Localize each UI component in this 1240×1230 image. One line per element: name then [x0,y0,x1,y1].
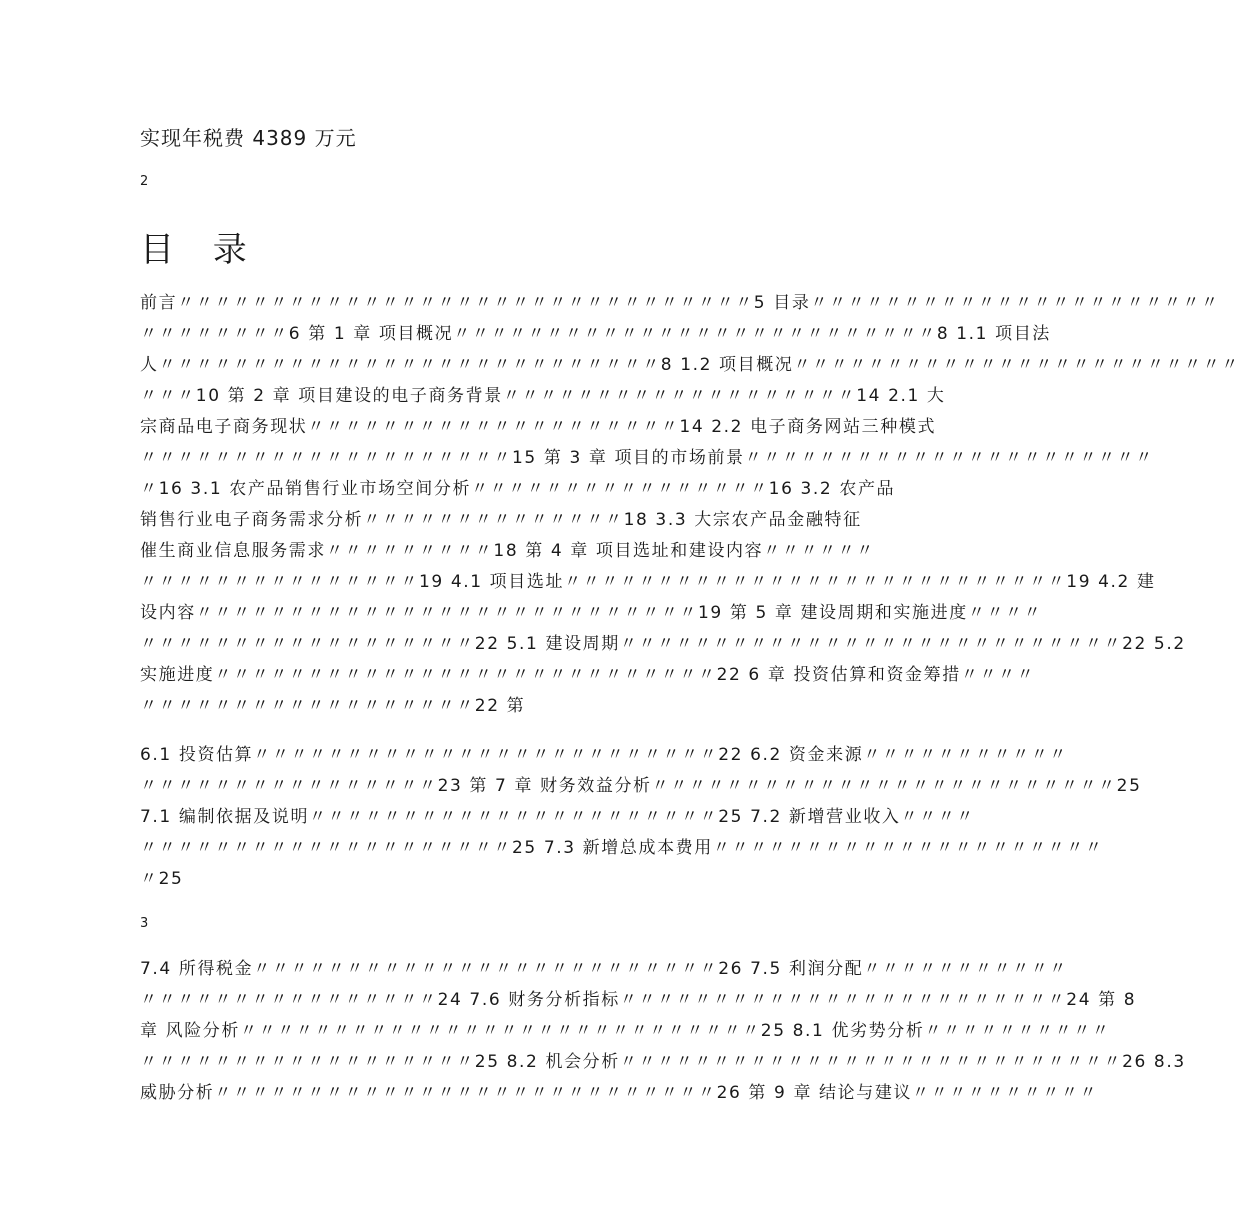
toc-block-1 [140,288,1240,722]
toc-line: 〃〃〃〃〃〃〃〃〃〃〃〃〃〃〃〃23 第 7 章 财务效益分析〃〃〃〃〃〃〃〃〃〃〃〃〃〃〃〃〃〃〃〃〃〃〃〃〃25 [140,776,1142,796]
toc-line: 〃〃〃〃〃〃〃〃6 第 1 章 项目概况〃〃〃〃〃〃〃〃〃〃〃〃〃〃〃〃〃〃〃〃〃〃〃〃〃〃8 1.1 项目法 [140,324,1051,344]
page-number: 2 [140,174,149,189]
toc-line: 7.1 编制依据及说明〃〃〃〃〃〃〃〃〃〃〃〃〃〃〃〃〃〃〃〃〃〃25 7.2 新增营业收入〃〃〃〃 [140,807,975,827]
toc-line: 〃〃〃〃〃〃〃〃〃〃〃〃〃〃〃〃〃〃25 8.2 机会分析〃〃〃〃〃〃〃〃〃〃〃〃〃〃〃〃〃〃〃〃〃〃〃〃〃〃〃26 8.3 [140,1052,1186,1072]
toc-line: 〃〃〃〃〃〃〃〃〃〃〃〃〃〃〃〃24 7.6 财务分析指标〃〃〃〃〃〃〃〃〃〃〃〃〃〃〃〃〃〃〃〃〃〃〃〃24 第 8 [140,990,1137,1010]
toc-line: 前言〃〃〃〃〃〃〃〃〃〃〃〃〃〃〃〃〃〃〃〃〃〃〃〃〃〃〃〃〃〃〃5 目录〃〃〃〃〃〃〃〃〃〃〃〃〃〃〃〃〃〃〃〃〃〃 [140,293,1220,313]
toc-line: 〃〃〃〃〃〃〃〃〃〃〃〃〃〃〃〃〃〃〃〃25 7.3 新增总成本费用〃〃〃〃〃〃〃〃〃〃〃〃〃〃〃〃〃〃〃〃〃 [140,838,1104,858]
toc-line: 〃〃〃〃〃〃〃〃〃〃〃〃〃〃〃〃〃〃22 5.1 建设周期〃〃〃〃〃〃〃〃〃〃〃〃〃〃〃〃〃〃〃〃〃〃〃〃〃〃〃22 5.2 [140,634,1186,654]
toc-line: 章 风险分析〃〃〃〃〃〃〃〃〃〃〃〃〃〃〃〃〃〃〃〃〃〃〃〃〃〃〃〃25 8.1 优劣势分析〃〃〃〃〃〃〃〃〃〃 [140,1021,1111,1041]
toc-block-3 [140,954,1186,1109]
toc-line: 6.1 投资估算〃〃〃〃〃〃〃〃〃〃〃〃〃〃〃〃〃〃〃〃〃〃〃〃〃22 6.2 资金来源〃〃〃〃〃〃〃〃〃〃〃 [140,745,1068,765]
toc-line: 7.4 所得税金〃〃〃〃〃〃〃〃〃〃〃〃〃〃〃〃〃〃〃〃〃〃〃〃〃26 7.5 利润分配〃〃〃〃〃〃〃〃〃〃〃 [140,959,1068,979]
toc-line: 人〃〃〃〃〃〃〃〃〃〃〃〃〃〃〃〃〃〃〃〃〃〃〃〃〃〃〃8 1.2 项目概况〃〃〃〃〃〃〃〃〃〃〃〃〃〃〃〃〃〃〃〃〃〃〃〃 [140,355,1240,375]
toc-line: 催生商业信息服务需求〃〃〃〃〃〃〃〃〃18 第 4 章 项目选址和建设内容〃〃〃〃〃〃 [140,541,875,561]
toc-line: 〃〃〃〃〃〃〃〃〃〃〃〃〃〃〃19 4.1 项目选址〃〃〃〃〃〃〃〃〃〃〃〃〃〃〃〃〃〃〃〃〃〃〃〃〃〃〃19 4.2 建 [140,572,1156,592]
intro-line: 实现年税费 4389 万元 [140,126,357,150]
toc-line: 〃16 3.1 农产品销售行业市场空间分析〃〃〃〃〃〃〃〃〃〃〃〃〃〃〃〃16 3.2 农产品 [140,479,896,499]
toc-line: 设内容〃〃〃〃〃〃〃〃〃〃〃〃〃〃〃〃〃〃〃〃〃〃〃〃〃〃〃19 第 5 章 建设周期和实施进度〃〃〃〃 [140,603,1043,623]
page-number: 3 [140,916,149,931]
toc-line: 〃〃〃〃〃〃〃〃〃〃〃〃〃〃〃〃〃〃22 第 [140,696,526,716]
toc-line: 〃25 [140,869,184,889]
toc-block-2 [140,740,1142,895]
toc-line: 销售行业电子商务需求分析〃〃〃〃〃〃〃〃〃〃〃〃〃〃18 3.3 大宗农产品金融特征 [140,510,862,530]
toc-line: 〃〃〃10 第 2 章 项目建设的电子商务背景〃〃〃〃〃〃〃〃〃〃〃〃〃〃〃〃〃〃〃14 2.1 大 [140,386,946,406]
toc-line: 宗商品电子商务现状〃〃〃〃〃〃〃〃〃〃〃〃〃〃〃〃〃〃〃〃14 2.2 电子商务网站三种模式 [140,417,937,437]
toc-line: 威胁分析〃〃〃〃〃〃〃〃〃〃〃〃〃〃〃〃〃〃〃〃〃〃〃〃〃〃〃26 第 9 章 结论与建议〃〃〃〃〃〃〃〃〃〃 [140,1083,1099,1103]
toc-title: 目 录 [140,230,261,270]
toc-line: 〃〃〃〃〃〃〃〃〃〃〃〃〃〃〃〃〃〃〃〃15 第 3 章 项目的市场前景〃〃〃〃〃〃〃〃〃〃〃〃〃〃〃〃〃〃〃〃〃〃 [140,448,1154,468]
toc-line: 实施进度〃〃〃〃〃〃〃〃〃〃〃〃〃〃〃〃〃〃〃〃〃〃〃〃〃〃〃22 6 章 投资估算和资金筹措〃〃〃〃 [140,665,1036,685]
